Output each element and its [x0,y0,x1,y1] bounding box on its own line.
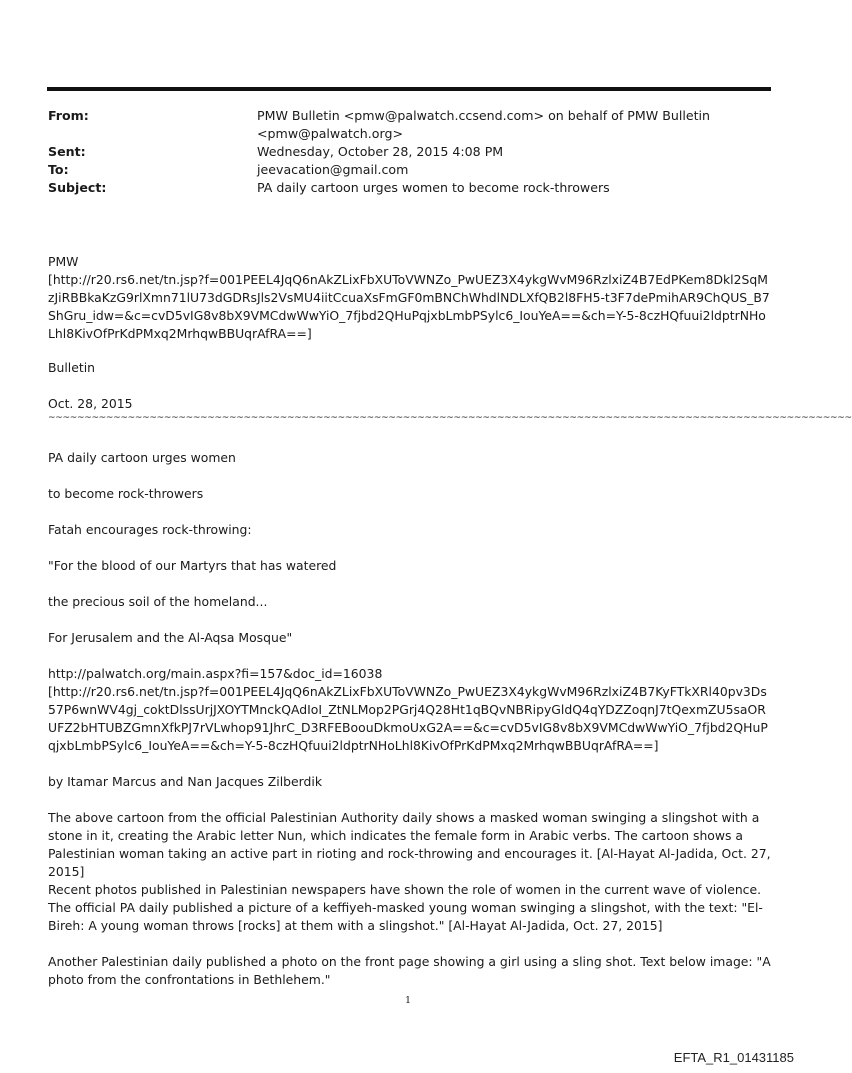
from-label: From: [48,108,89,123]
header-rule [47,87,771,91]
pmw-label: PMW [48,254,79,269]
palwatch-link[interactable]: [http://r20.rs6.net/tn.jsp?f=001PEEL4JqQ6nAkZLixFbXUToVWNZo_PwUEZ3X4ykgWvM96RzlxiZ4B7KyFTkXRl40pv3Ds57P6wnWV4gj_coktDlssUrjJXOYTMnckQAdIoI_ZtNLMop2PGrj4Q28Ht1qBQvNBRipyGldQ4qYDZZoqnJ7tQexmZU5saORUFZ2bHTUBZGmnXfkPJ7rVLwhop91JhrC_D3RFEBoouDkmoUxG2A==&c=cvD5vIG8v8bX9VMCdwWwYiO_7fjbd2QHuPqjxbLmbPSylc6_IouYeA==&ch=Y-5-8czHQfuui2ldptrNHoLhl8KivOfPrKdPMxq2MrhqwBBUqrAfRA==] [48,684,768,753]
pmw-link[interactable]: [http://r20.rs6.net/tn.jsp?f=001PEEL4JqQ6nAkZLixFbXUToVWNZo_PwUEZ3X4ykgWvM96RzlxiZ4B7EdPKem8Dkl2SqMzJiRBBkaKzG9rlXmn71lU73dGDRsJls2VsMU4iitCcuaXsFmGF0mBNChWhdlNDLXfQB2l8FH5-t3F7dePmihAR9ChQUS_B7ShGru_idw=&c=cvD5vIG8v8bX9VMCdwWwYiO_7fjbd2QHuPqjxbLmbPSylc6_IouYeA==&ch=Y-5-8czHQfuui2ldptrNHoLhl8KivOfPrKdPMxq2MrhqwBBUqrAfRA==] [48,272,770,341]
sent-label: Sent: [48,144,86,159]
subject-label: Subject: [48,180,107,195]
sent-value: Wednesday, October 28, 2015 4:08 PM [257,144,504,159]
to-label: To: [48,162,69,177]
page-number: 1 [404,995,412,1006]
palwatch-url[interactable]: http://palwatch.org/main.aspx?fi=157&doc_id=16038 [48,666,383,681]
bulletin-date: Oct. 28, 2015 [48,396,133,411]
paragraph-3: Another Palestinian daily published a photo on the front page showing a girl using a sling shot. Text below image: "A photo from the confrontations in Bethlehem." [48,954,771,987]
to-value: jeevacation@gmail.com [257,162,409,177]
fatah-text: Fatah encourages rock-throwing: [48,522,252,537]
headline-line-1: PA daily cartoon urges women [48,450,236,465]
headline-line-2: to become rock-throwers [48,486,204,501]
subject-value: PA daily cartoon urges women to become rock-throwers [257,180,610,195]
quote-line-1: "For the blood of our Martyrs that has watered [48,558,337,573]
paragraph-1: The above cartoon from the official Palestinian Authority daily shows a masked woman swinging a slingshot with a stone in it, creating the Arabic letter Nun, which indicates the female form in Arabic verbs. The cartoon shows a Palestinian woman taking an active part in rioting and rock-throwing and encourages it. [Al-Hayat Al-Jadida, Oct. 27, 2015] [48,810,771,879]
tilde-divider: ~~~~~~~~~~~~~~~~~~~~~~~~~~~~~~~~~~~~~~~~~~~~~~~~~~~~~~~~~~~~~~~~~~~~~~~~~~~~~~~~~~~~~~~~~~~~~~~~~~~~~~~~~~~~~~~ [48,413,852,423]
quote-line-3: For Jerusalem and the Al-Aqsa Mosque" [48,630,293,645]
bulletin-label: Bulletin [48,360,96,375]
from-value: PMW Bulletin <pmw@palwatch.ccsend.com> on behalf of PMW Bulletin <pmw@palwatch.org> [257,108,710,141]
byline: by Itamar Marcus and Nan Jacques Zilberdik [48,774,323,789]
paragraph-2: Recent photos published in Palestinian newspapers have shown the role of women in the current wave of violence. The official PA daily published a picture of a keffiyeh-masked young woman swinging a slingshot, with the text: "El-Bireh: A young woman throws [rocks] at them with a slingshot." [Al-Hayat Al-Jadida, Oct. 27, 2015] [48,882,763,933]
quote-line-2: the precious soil of the homeland... [48,594,268,609]
bates-number: EFTA_R1_01431185 [673,1050,794,1065]
